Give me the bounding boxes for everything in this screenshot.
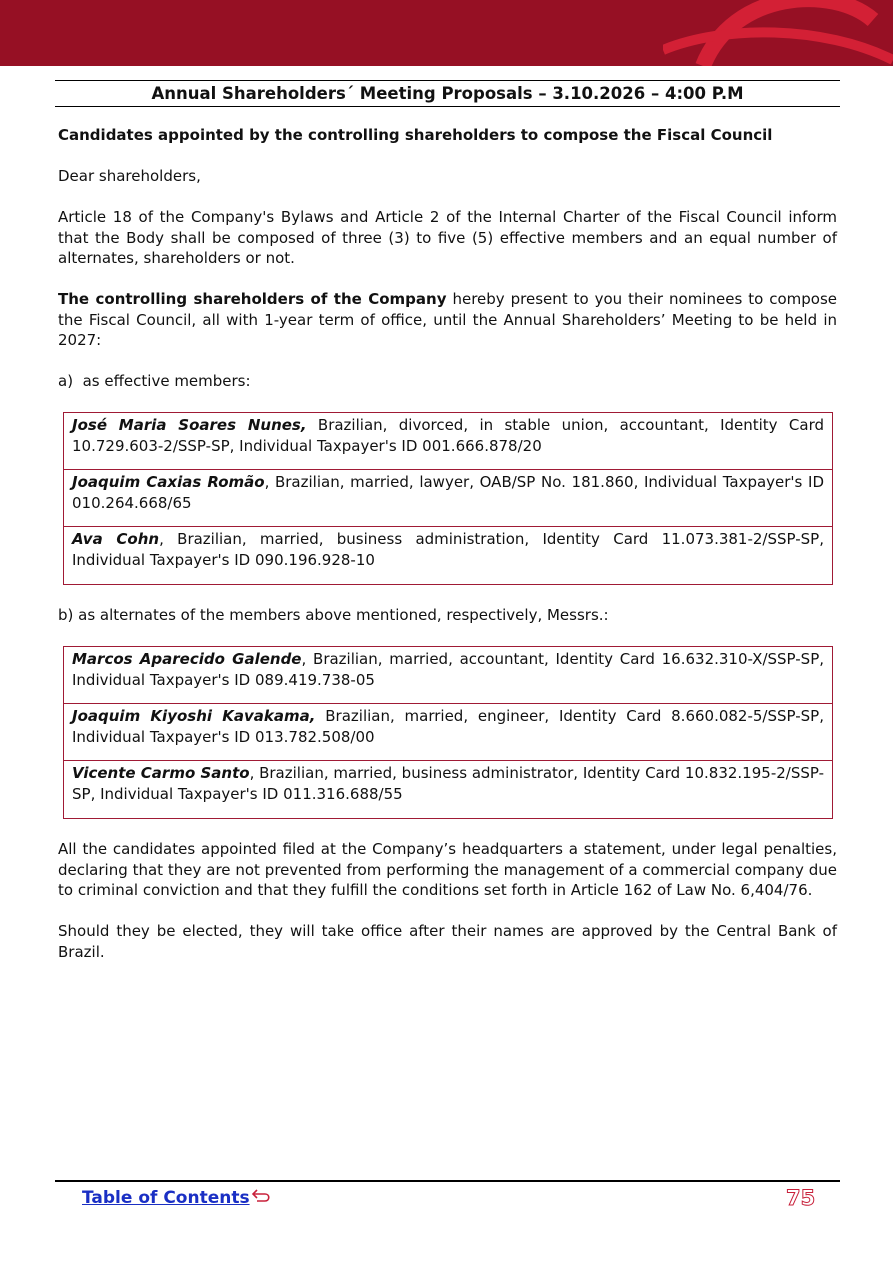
nominees-lead-rest: hereby present to you their nominees to compose the Fiscal Council, all with 1-year term of office, until the Annual Shareholders’ Meeting to be held in 2027: [58, 290, 838, 349]
candidate-details: Brazilian, divorced, in stable union, accountant, Identity Card 10.729.603-2/SSP-SP, Individual Taxpayer's ID 001.666.878/20 [72, 416, 825, 455]
return-arrow-icon[interactable] [251, 1186, 273, 1206]
candidate-details: , Brazilian, married, lawyer, OAB/SP No. 181.860, Individual Taxpayer's ID 010.264.668/65 [72, 473, 824, 512]
alternate-members-intro: b) as alternates of the members above mentioned, respectively, Messrs.: [58, 606, 609, 624]
document-header-title: Annual Shareholders´ Meeting Proposals – 3.10.2026 – 4:00 P.M [151, 84, 744, 103]
candidate-row [64, 413, 832, 470]
effective-members-intro: a) as effective members: [58, 372, 251, 390]
table-of-contents-link[interactable]: Table of Contents [82, 1188, 250, 1208]
alternate-members-table [63, 646, 833, 819]
candidate-row [64, 527, 832, 584]
footer-rule [55, 1180, 840, 1182]
candidate-row [64, 470, 832, 527]
candidate-details: , Brazilian, married, business administrator, Identity Card 10.832.195-2/SSP-SP, Individual Taxpayer's ID 011.316.688/55 [72, 764, 824, 803]
candidate-details: Brazilian, married, engineer, Identity Card 8.660.082-5/SSP-SP, Individual Taxpayer's ID 013.782.508/00 [72, 707, 824, 746]
paragraph-statement: All the candidates appointed filed at the Company’s headquarters a statement, under legal penalties, declaring that they are not prevented from performing the management of a commercial company due to criminal conviction and that they fulfill the conditions set forth in Article 162 of Law No. 6,404/76. [58, 840, 837, 899]
header-rule-bottom [55, 106, 840, 107]
candidate-row [64, 704, 832, 761]
effective-members-table [63, 412, 833, 585]
candidate-name: Joaquim Caxias Romão [72, 473, 265, 491]
nominees-lead-bold: The controlling shareholders of the Company [58, 290, 447, 308]
document-body [58, 125, 837, 983]
candidate-details: , Brazilian, married, business administration, Identity Card 11.073.381-2/SSP-SP, Individual Taxpayer's ID 090.196.928-10 [72, 530, 824, 569]
candidate-row [64, 647, 832, 704]
section-heading: Candidates appointed by the controlling shareholders to compose the Fiscal Council [58, 126, 773, 144]
candidate-name: Joaquim Kiyoshi Kavakama, [72, 707, 316, 725]
brand-swoosh-logo [663, 0, 893, 66]
paragraph-central-bank: Should they be elected, they will take office after their names are approved by the Central Bank of Brazil. [58, 922, 837, 961]
page-number: 75 [786, 1186, 816, 1210]
paragraph-nominees [58, 289, 837, 351]
top-brand-band [0, 0, 893, 66]
candidate-row [64, 761, 832, 818]
paragraph-bylaws: Article 18 of the Company's Bylaws and Article 2 of the Internal Charter of the Fiscal Council inform that the Body shall be composed of three (3) to five (5) effective members and an equal number of alternates, shareholders or not. [58, 208, 837, 267]
candidate-name: Marcos Aparecido Galende [72, 650, 302, 668]
header-rule-top [55, 80, 840, 81]
candidate-details: , Brazilian, married, accountant, Identity Card 16.632.310-X/SSP-SP, Individual Taxpayer's ID 089.419.738-05 [72, 650, 825, 689]
candidate-name: Ava Cohn [72, 530, 160, 548]
candidate-name: Vicente Carmo Santo [72, 764, 250, 782]
greeting: Dear shareholders, [58, 167, 201, 185]
candidate-name: José Maria Soares Nunes, [72, 416, 307, 434]
